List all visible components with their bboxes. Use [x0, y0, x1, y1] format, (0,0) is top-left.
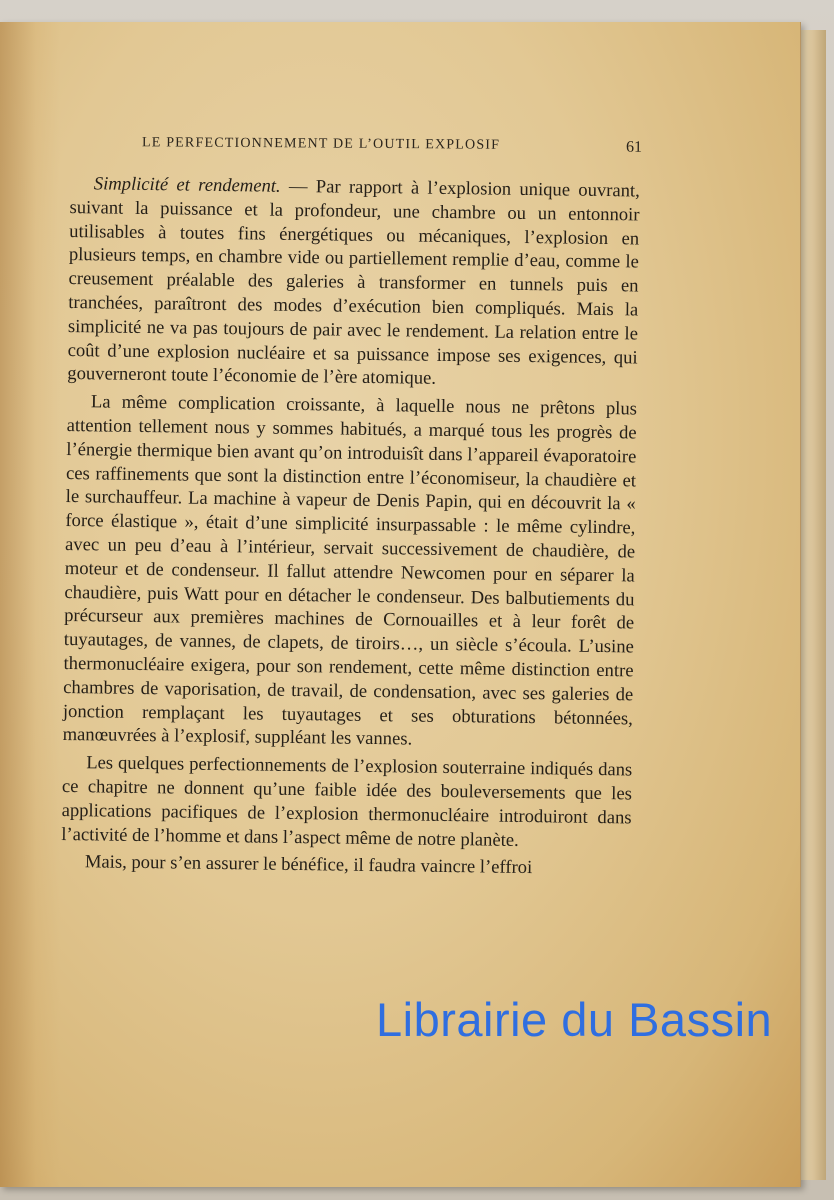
- paragraph-1: [67, 172, 640, 394]
- watermark: Librairie du Bassin: [376, 993, 773, 1046]
- body-text: [61, 172, 640, 882]
- paragraph-1-text: — Par rapport à l’explosion unique ouvrant, suivant la puissance et la profondeur, une chambre ou un entonnoir utilisables à toutes fins énergétiques ou mécaniques, l’explosion en plusieurs temps, en chambre vide ou partiellement remplie d’eau, comme le creusement préalable des galeries à transformer en tunnels puis en tranchées, paraîtront des modes d’exécution bien compliqués. Mais la simplicité ne va pas toujours de pair avec le rendement. La relation entre le coût d’une explosion nucléaire et sa puissance impose ses exigences, qui gouverneront toute l’économie de l’ère atomique.: [67, 175, 640, 390]
- paragraph-4: Mais, pour s’en assurer le bénéfice, il faudra vaincre l’effroi: [84, 851, 533, 879]
- paragraph-1-lead: Simplicité et rendement.: [93, 173, 281, 197]
- running-title: LE PERFECTIONNEMENT DE L’OUTIL EXPLOSIF: [141, 135, 501, 153]
- page-number: 61: [625, 138, 643, 156]
- running-head: [142, 135, 642, 156]
- paragraph-3: Les quelques perfectionnements de l’explosion souterraine indiqués dans ce chapitre ne donnent qu’une faible idée des bouleversements que les applications pacifiques de l’explosion thermonucléaire introduiront dans l’activité de l’homme et dans l’aspect même de notre planète.: [61, 752, 633, 851]
- paragraph-2: La même complication croissante, à laquelle nous ne prêtons plus attention tellement nous y sommes habitués, a marqué tous les progrès de l’énergie thermique bien avant qu’on introduisît dans l’appareil évaporatoire ces raffinements que sont la distinction entre l’économiseur, la chaudière et le surchauffeur. La machine à vapeur de Denis Papin, qui en découvrit la « force élastique », était d’une simplicité insurpassable : le même cylindre, avec un peu d’eau à l’intérieur, servait successivement de chaudière, de moteur et de condenseur. Il fallut attendre Newcomen pour en séparer la chaudière, puis Watt pour en détacher le condenseur. Des balbutiements du précurseur aux premières machines de Cornouailles et à leur forêt de tuyautages, de vannes, de clapets, de tiroirs…, un siècle s’écoula. L’usine thermonucléaire exigera, pour son rendement, cette même distinction entre chambres de vaporisation, de travail, de condensation, avec ses galeries de jonction remplaçant les tuyautages et ses obturations bétonnées, manœuvrées à l’explosif, suppléant les vannes.: [62, 391, 638, 750]
